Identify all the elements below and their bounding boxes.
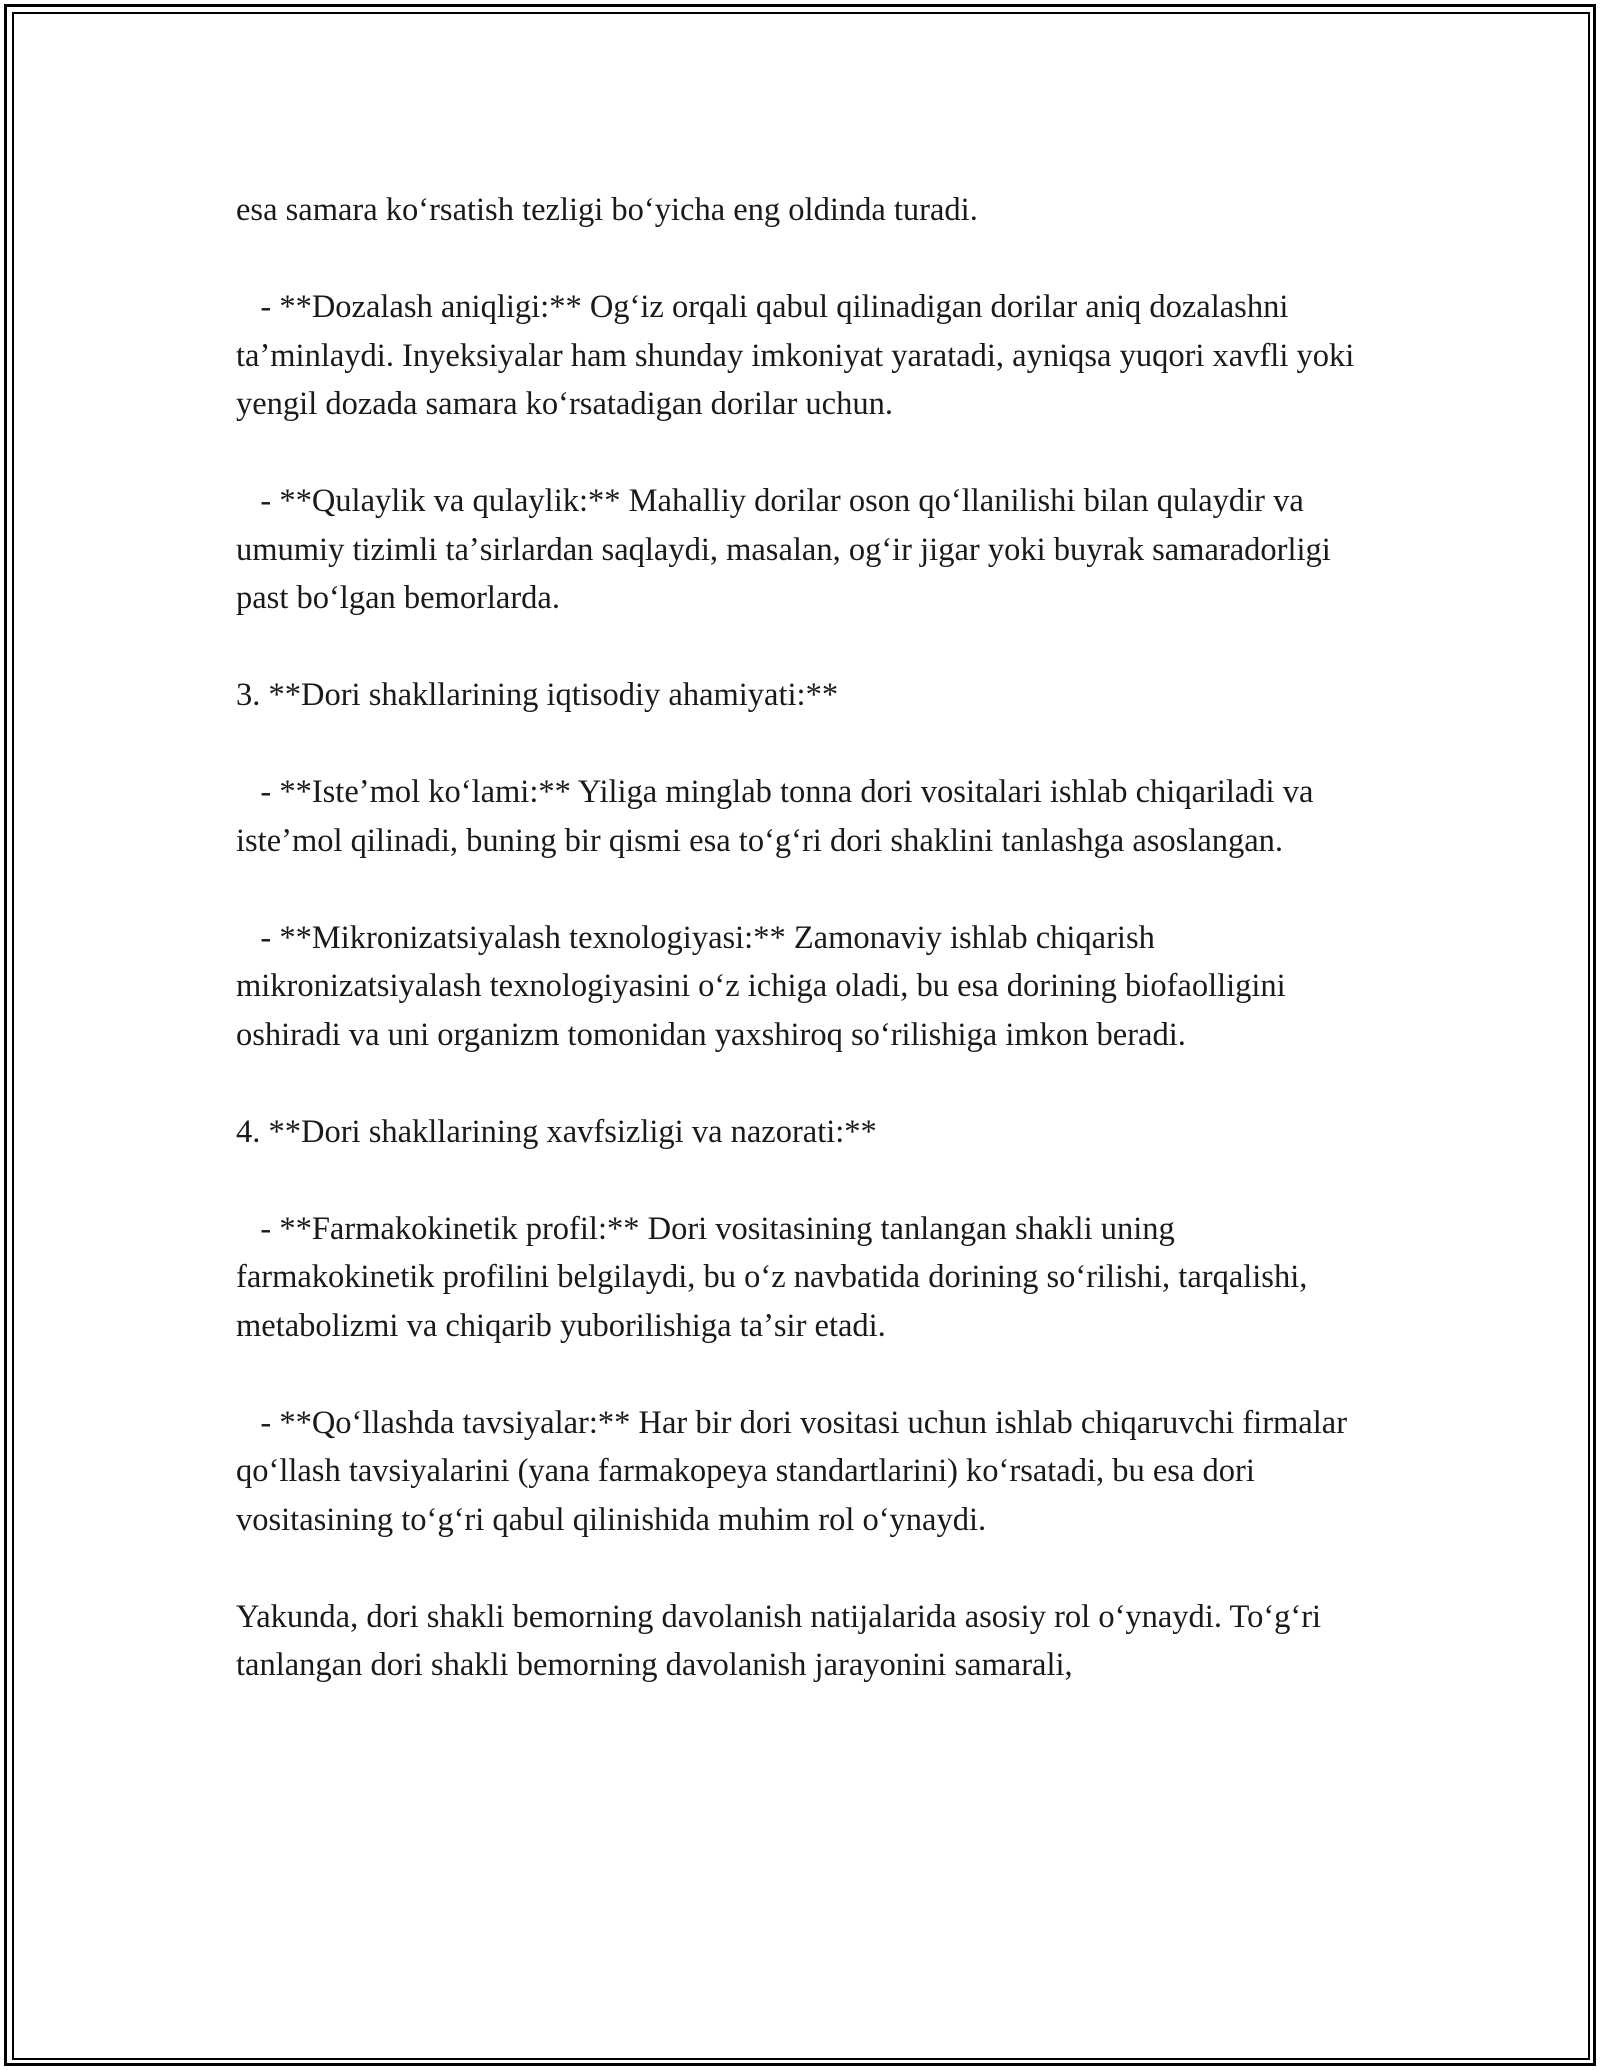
paragraph-farmakokinetik-profil: - **Farmakokinetik profil:** Dori vositasining tanlangan shakli uning farmakokinetik profilini belgilaydi, bu oʻz navbatida dorining soʻrilishi, tarqalishi, metabolizmi va chiqarib yuborilishiga taʼsir etadi.: [236, 1210, 1316, 1344]
paragraph-mikronizatsiyalash: - **Mikronizatsiyalash texnologiyasi:** Zamonaviy ishlab chiqarish mikronizatsiyalash texnologiyasini oʻz ichiga oladi, bu esa dorining biofaolligini oshiradi va uni organizm tomonidan yaxshiroq soʻrilishiga imkon beradi.: [236, 919, 1294, 1053]
document-body: [236, 186, 1376, 1738]
paragraph-qollashda-tavsiyalar: - **Qoʻllashda tavsiyalar:** Har bir dori vositasi uchun ishlab chiqaruvchi firmalar qoʻllash tavsiyalarini (yana farmakopeya standartlarini) koʻrsatadi, bu esa dori vositasining toʻgʻri qabul qilinishida muhim rol oʻynaydi.: [236, 1404, 1356, 1538]
paragraph-dozalash-aniqligi: - **Dozalash aniqligi:** Ogʻiz orqali qabul qilinadigan dorilar aniq dozalashni taʼminlaydi. Inyeksiyalar ham shunday imkoniyat yaratadi, ayniqsa yuqori xavfli yoki yengil dozada samara koʻrsatadigan dorilar uchun.: [236, 289, 1363, 422]
paragraph-yakunda: Yakunda, dori shakli bemorning davolanish natijalarida asosiy rol oʻynaydi. Toʻgʻri tanlangan dori shakli bemorning davolanish jarayonini samarali,: [236, 1598, 1330, 1683]
section-heading-xavfsizligi-nazorati: 4. **Dori shakllarining xavfsizligi va nazorati:**: [236, 1113, 877, 1150]
paragraph-qulaylik: - **Qulaylik va qulaylik:** Mahalliy dorilar oson qoʻllanilishi bilan qulaydir va umumiy tizimli taʼsirlardan saqlaydi, masalan, ogʻir jigar yoki buyrak samaradorligi past boʻlgan bemorlarda.: [236, 483, 1339, 616]
section-heading-iqtisodiy-ahamiyati: 3. **Dori shakllarining iqtisodiy ahamiyati:**: [236, 677, 839, 713]
paragraph-continuation: esa samara koʻrsatish tezligi boʻyicha eng oldinda turadi.: [236, 192, 978, 228]
paragraph-isteMol-kolami: - **Isteʼmol koʻlami:** Yiliga minglab tonna dori vositalari ishlab chiqariladi va isteʼmol qilinadi, buning bir qismi esa toʻgʻri dori shaklini tanlashga asoslangan.: [236, 774, 1322, 859]
